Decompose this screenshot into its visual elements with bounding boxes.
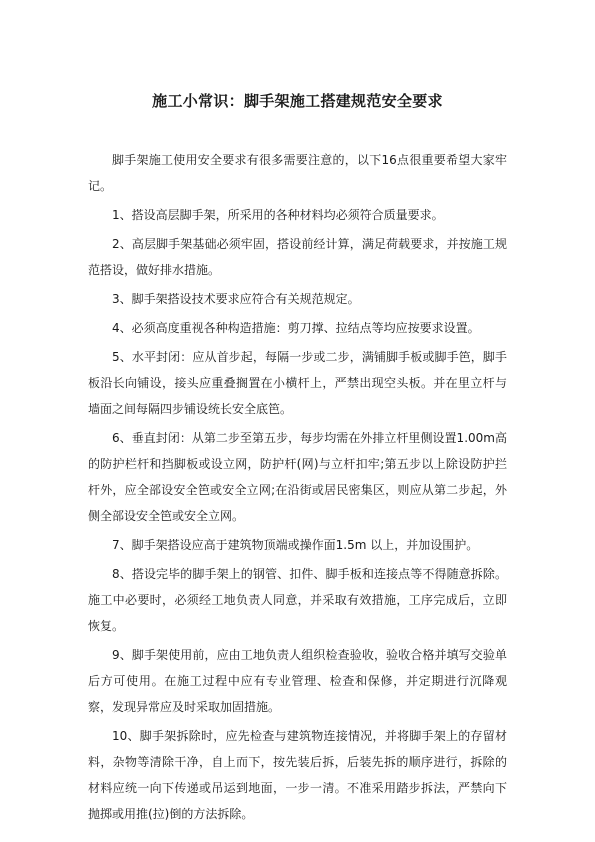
paragraph-item-1: 1、搭设高层脚手架，所采用的各种材料均必须符合质量要求。 (112, 208, 444, 222)
paragraph-item-4: 4、必须高度重视各种构造措施：剪刀撑、拉结点等均应按要求设置。 (112, 321, 480, 335)
paragraph-item-9: 9、脚手架使用前，应由工地负责人组织检查验收，验收合格并填写交验单后方可使用。在施工过程中应有专业管理、检查和保修，并定期进行沉降观察，发现异常应及时采取加固措施。 (88, 648, 507, 714)
document-body (88, 147, 507, 830)
paragraph-item-7: 7、脚手架搭设应高于建筑物顶端或操作面1.5m 以上，并加设围护。 (112, 538, 479, 552)
page-title: 施工小常识：脚手架施工搭建规范安全要求 (152, 92, 443, 110)
paragraph-item-8: 8、搭设完毕的脚手架上的钢管、扣件、脚手板和连接点等不得随意拆除。施工中必要时，必须经工地负责人同意，并采取有效措施，工序完成后，立即恢复。 (88, 567, 507, 633)
paragraph-item-2: 2、高层脚手架基础必须牢固，搭设前经计算，满足荷载要求，并按施工规范搭设，做好排水措施。 (88, 237, 507, 277)
paragraph-item-3: 3、脚手架搭设技术要求应符合有关规范规定。 (112, 292, 360, 306)
paragraph-intro: 脚手架施工使用安全要求有很多需要注意的，以下16点很重要希望大家牢记。 (88, 153, 507, 193)
paragraph-item-6: 6、垂直封闭：从第二步至第五步，每步均需在外排立杆里侧设置1.00m高的防护栏杆和挡脚板或设立网，防护杆(网)与立杆扣牢;第五步以上除设防护拦杆外，应全部设安全笆或安全立网;在沿街或居民密集区，则应从第二步起，外侧全部设安全笆或安全立网。 (88, 431, 507, 523)
paragraph-item-10: 10、脚手架拆除时，应先检查与建筑物连接情况，并将脚手架上的存留材料，杂物等清除干净，自上而下，按先装后拆，后装先拆的顺序进行，拆除的材料应统一向下传递或吊运到地面，一步一清。不准采用踏步拆法，严禁向下抛掷或用推(拉)倒的方法拆除。 (88, 729, 507, 821)
paragraph-item-5: 5、水平封闭：应从首步起，每隔一步或二步，满铺脚手板或脚手笆，脚手板沿长向铺设，接头应重叠搁置在小横杆上，严禁出现空头板。并在里立杆与墙面之间每隔四步铺设统长安全底笆。 (88, 350, 507, 416)
